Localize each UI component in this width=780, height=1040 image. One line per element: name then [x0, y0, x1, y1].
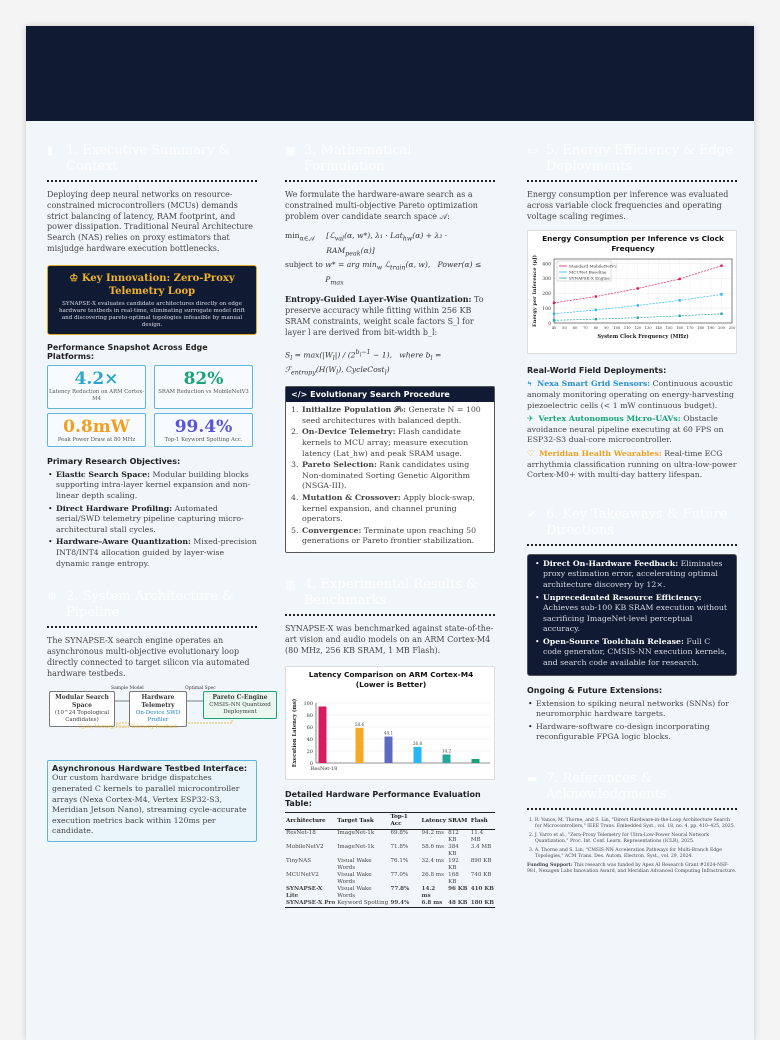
data-point [553, 302, 555, 304]
section-header-references [527, 771, 737, 810]
procedure-header: </> Evolutionary Search Procedure [286, 387, 494, 402]
y-tick-label: 20 [306, 749, 313, 756]
award-icon: ♔ [69, 272, 79, 284]
list-item: • Direct Hardware Profiling: Automated serial/SWD telemetry pipeline capturing micro-architectural stall cycles. [47, 504, 257, 536]
table-row: MCUNetV2 Visual Wake Words 77.0% 26.8 ms 168 KB 740 KB [286, 872, 492, 886]
data-point [678, 278, 680, 280]
x-tick-label: 40 [551, 326, 557, 331]
table-header: Top-1 Acc [389, 813, 420, 830]
section-title: 4. Experimental Results & Benchmarks [304, 576, 478, 608]
y-tick-label: 200 [542, 292, 551, 298]
architecture-diagram [47, 685, 271, 760]
latency-chart-svg [286, 667, 496, 775]
stat-card: 99.4% Top-1 Keyword Spotting Acc. [154, 413, 253, 447]
section-title: 2. System Architecture & Pipeline [66, 589, 234, 621]
deployment-item: ♡ Meridian Health Wearables: Real-time ECG arrhythmia classification running on ultra-low-power Cortex-M0+ with multi-day battery lifespan. [527, 448, 737, 480]
legend-label: Standard MobileNetV2 [569, 263, 617, 269]
y-tick-label: 0 [548, 322, 551, 328]
section-header-formulation [285, 143, 495, 182]
table-row: ResNet-18 ImageNet-1k 69.8% 94.2 ms 812 KB 11.4 MB [286, 830, 484, 844]
deployments-heading: Real-World Field Deployments: [527, 366, 667, 376]
table-title: Detailed Hardware Performance Evaluation Table: [285, 790, 481, 809]
bar-tinynas [385, 737, 393, 763]
list-item: 1. Initialize Population 𝒫₀: Generate N = 100 seed architectures with balanced depth. [291, 405, 481, 425]
y-tick-label: 80 [306, 713, 313, 720]
data-point [637, 317, 639, 319]
table-row: TinyNAS Visual Wake Words 76.1% 32.4 ms 192 KB 890 KB [286, 858, 492, 872]
bar-value-label: 14.2 [441, 748, 452, 754]
entropy-paragraph: Entropy-Guided Layer-Wise Quantization: To preserve accuracy while fitting within 256 KB SRAM constraints, weight scale factors S_l for layer l are derived from bit-width b_l: [285, 294, 484, 337]
data-point [720, 294, 722, 296]
takeaways-list [534, 559, 730, 669]
innovation-description: SYNAPSE-X evaluates candidate architectures directly on edge hardware testbeds in real-time, eliminating surrogate model drift and discovering pareto-optimal topologies infeasible by manual design. [58, 300, 246, 328]
scale-equation: $S_l = \max(|W_l|) / (2^{b_l-1} - 1)$, where $b_l$ = $ℱ_{entropy}(H(W_l)$, CycleCost$_l$) [285, 348, 442, 377]
x-tick-label: 140 [655, 326, 663, 331]
x-tick-label: 190 [707, 326, 715, 331]
procedure-steps [286, 402, 494, 552]
table-header: Flash [470, 813, 495, 830]
gear-icon: ⚙ [47, 590, 57, 604]
y-tick-label: 400 [542, 262, 551, 268]
table-row: SYNAPSE-X Pro Keyword Spotting 99.4% 6.8 ms 48 KB 180 KB [286, 900, 494, 907]
x-tick-label: 60 [572, 326, 578, 331]
async-text: Our custom hardware bridge dispatches generated C kernels to parallel microcontroller arrays (Nexa Cortex-M4, Vertex ESP32-S3, Meridian Jetson Nano), streaming cycle-accurate execution metrics back within 120ms per candidate. [52, 773, 247, 836]
plane-icon: ✈ [527, 414, 534, 424]
section-title: 6. Key Takeaways & Future Directions [546, 506, 728, 538]
book-icon: ▬ [527, 772, 538, 786]
results-paragraph: SYNAPSE-X was benchmarked against state-of-the-art vision and audio models on an ARM Cortex-M4 (80 MHz, 256 KB SRAM, 1 MB Flash). [285, 623, 494, 655]
bolt-icon: ϟ [527, 379, 533, 389]
legend-label: SYNAPSE-X Engine [569, 275, 610, 281]
table-row: SYNAPSE-X Lite Visual Wake Words 77.8% 14.2 ms 96 KB 410 KB [286, 886, 494, 900]
x-tick-label: 120 [634, 326, 642, 331]
formulation-paragraph: We formulate the hardware-aware search as a constrained multi-objective Pareto optimization problem over candidate search space 𝒜: [285, 190, 478, 221]
stat-card: 82% SRAM Reduction vs MobileNetV3 [154, 365, 253, 409]
reference-item: 3. A. Thorne and S. Lin, "CMSIS-NN Acceleration Pathways for Multi-Branch Edge Topologies," ACM Trans. Des. Autom. Electron. Syst., vol. 29, 2024. [529, 848, 722, 860]
x-tick-label: 50 [562, 326, 567, 331]
chart-title: Energy Consumption per Inference vs Clock Frequency [542, 234, 724, 254]
future-list [527, 699, 737, 743]
y-tick-label: 60 [306, 725, 313, 732]
code-icon: </> [291, 390, 308, 400]
future-heading: Ongoing & Future Extensions: [527, 685, 663, 695]
data-point [595, 318, 597, 320]
y-tick-label: 40 [306, 737, 313, 744]
optimization-equation: $\min_{\alpha\in 𝒜}$ [ℒ$_{val}$(α, w*), $\lambda_1 \cdot Lat_{hw}(\alpha) + \lambda_2 \cdot RAM_{peak}(\alpha)$] subject to w* = arg $\min_w$ ℒ$_{train}$(α, w), Power(α) ≤ $P_{max}$ [285, 231, 482, 287]
deployment-item: ✈ Vertex Autonomous Micro-UAVs: Obstacle avoidance neural pipeline executing at 60 FPS on ESP32-S3 dual-core microcontroller. [527, 414, 724, 445]
document-icon: ▮ [47, 144, 54, 157]
table-header: Target Task [336, 813, 389, 830]
x-tick-label: 100 [613, 326, 621, 331]
bar-mcunetv2 [414, 747, 422, 763]
energy-chart-svg [528, 231, 738, 349]
y-axis-label: Energy per Inference (μJ) [532, 255, 538, 328]
section-title: 3. Mathematical Formulation [304, 143, 412, 174]
legend-label: MCUNet Baseline [569, 269, 607, 275]
reference-item: 1. R. Vance, M. Thorne, and S. Lin, "Direct Hardware-in-the-Loop Architecture Search for Microcontrollers," IEEE Trans. Embedded Syst., vol. 18, no. 4, pp. 410–425, 2025. [529, 818, 736, 830]
x-tick-label: 160 [676, 326, 684, 331]
async-title: Asynchronous Hardware Testbed Interface: [52, 764, 248, 774]
x-tick-label: 110 [623, 326, 631, 331]
heart-icon: ♡ [527, 448, 534, 458]
section-title: 7. References & Acknowledgments [546, 771, 667, 803]
performance-table [285, 812, 495, 908]
list-item: • Elastic Search Space: Modular building blocks supporting intra-layer kernel expansion and non-linear depth scaling. [47, 470, 257, 502]
poster-sheet [26, 26, 754, 1040]
table-header: SRAM [447, 813, 470, 830]
x-tick-label: 170 [686, 326, 694, 331]
y-tick-label: 300 [542, 277, 551, 283]
list-item: 4. Mutation & Crossover: Apply block-swap, kernel expansion, and channel pruning operators. [291, 492, 475, 524]
x-tick-label: 90 [604, 326, 609, 331]
list-item: 5. Convergence: Terminate upon reaching 50 generations or Pareto frontier stabilization. [291, 525, 477, 546]
table-row: MobileNetV2 ImageNet-1k 71.8% 58.6 ms 384 KB 3.4 MB [286, 844, 492, 858]
section-header-takeaways [527, 507, 737, 546]
table-header: Architecture [285, 813, 336, 830]
snapshot-heading: Performance Snapshot Across Edge Platforms: [47, 342, 208, 361]
table-header: Latency [421, 813, 448, 830]
energy-chart [527, 230, 737, 354]
architecture-paragraph: The SYNAPSE-X search engine operates an asynchronous multi-objective evolutionary loop directly connected to target silicon via automated hardware testbeds. [47, 636, 250, 678]
stat-card: 0.8mW Peak Power Draw at 80 MHz [47, 413, 146, 447]
innovation-box [47, 265, 257, 335]
bar-synapse-x-lite [443, 755, 451, 764]
procedure-box [285, 386, 495, 553]
battery-icon: ▭ [527, 144, 538, 157]
bar-value-label: 58.6 [354, 722, 365, 728]
list-item: • Unprecedented Resource Efficiency: Achieves sub-100 KB SRAM execution without sacrificing ImageNet-level perceptual accuracy. [534, 593, 730, 635]
list-item: • Extension to spiking neural networks (SNNs) for neuromorphic hardware targets. [527, 699, 737, 720]
list-item: • Direct On-Hardware Feedback: Eliminates proxy estimation error, accelerating optimal architecture discovery by 12×. [534, 559, 730, 591]
objectives-heading: Primary Research Objectives: [47, 456, 181, 466]
references-list [527, 818, 737, 860]
edge-label: Sample Model [111, 686, 144, 692]
data-point [637, 288, 639, 290]
x-tick-label: ResNet-18 [310, 766, 338, 773]
column-right [527, 121, 737, 875]
pareto-engine-node: Pareto C-Engine CMSIS-NN Quantized Deployment [203, 691, 277, 719]
list-item: • Hardware-software co-design incorporating reconfigurable FPGA logic blocks. [527, 722, 737, 743]
bar-mobilenetv2 [356, 728, 364, 763]
data-point [595, 309, 597, 311]
section-header-results [285, 577, 495, 616]
data-point [595, 296, 597, 298]
y-tick-label: 100 [303, 701, 313, 708]
y-axis-label: Execution Latency (ms) [292, 699, 298, 768]
x-tick-label: 210 [728, 326, 736, 331]
list-item: • Open-Source Toolchain Release: Full C code generator, CMSIS-NN execution kernels, and search code available for research. [534, 637, 730, 669]
x-tick-label: 150 [665, 326, 673, 331]
intro-paragraph: Deploying deep neural networks on resource-constrained microcontrollers (MCUs) demands strict balancing of latency, RAM footprint, and power dissipation. Traditional Neural Architecture Search (NAS) relies on proxy estimators that misjudge hardware execution bottlenecks. [47, 190, 254, 253]
feedback-label: Cycle, Memory, Power Telemetry Feedback [79, 725, 178, 731]
data-point [678, 315, 680, 317]
bar-value-label: 26.8 [412, 741, 423, 747]
x-tick-label: 80 [593, 326, 599, 331]
chart-title: Latency Comparison on ARM Cortex-M4 (Lower is Better) [308, 670, 474, 690]
stats-grid [47, 365, 257, 447]
data-point [678, 300, 680, 302]
data-point [553, 313, 555, 315]
check-circle-icon: ✔ [527, 507, 537, 521]
list-item: 2. On-Device Telemetry: Flash candidate kernels to MCU array; measure execution latency (Lat_hw) and peak SRAM usage. [291, 427, 469, 458]
energy-paragraph: Energy consumption per inference was evaluated across variable clock frequencies and operating voltage scaling regimes. [527, 190, 729, 221]
section-header-summary [47, 143, 257, 182]
x-axis-label: System Clock Frequency (MHz) [597, 334, 689, 341]
reference-item: 2. J. Varro et al., "Zero-Proxy Telemetry for Ultra-Low-Power Neural Network Quantization," Proc. Int. Conf. Learn. Representations (ICLR), 2025. [529, 833, 710, 845]
data-point [553, 320, 555, 322]
telemetry-node: Hardware Telemetry On-Device SWD Profiler [129, 691, 187, 727]
funding-note: Funding Support: This research was funded by Apex AI Research Grant #2024-NSF-981, Nexagen Labs Innovation Award, and Meridian Advanced Computing Infrastructure. [527, 863, 737, 875]
x-tick-label: 130 [644, 326, 652, 331]
edge-label: Optimal Spec [185, 686, 216, 692]
bar-synapse-x-pro [472, 759, 480, 763]
bar-value-label: 44.1 [383, 730, 394, 736]
latency-chart [285, 666, 495, 780]
async-interface-box [47, 760, 257, 842]
objectives-list [47, 470, 257, 569]
x-tick-label: 180 [697, 326, 705, 331]
bar-resnet-18 [319, 707, 327, 764]
section-title: 5. Energy Efficiency & Edge Deployments [546, 143, 733, 174]
y-tick-label: 100 [542, 307, 551, 313]
section-header-architecture [47, 589, 257, 628]
deployment-item: ϟ Nexa Smart Grid Sensors: Continuous acoustic anomaly monitoring operating on energy-harvesting piezoelectric cells (< 1 mW continuous budget). [527, 379, 734, 410]
section-title: 1. Executive Summary & Context [66, 143, 231, 174]
x-tick-label: 200 [718, 326, 725, 331]
data-point [720, 265, 722, 267]
list-item: 3. Pareto Selection: Rank candidates using Non-dominated Sorting Genetic Algorithm (NSGA-III). [291, 460, 471, 491]
y-tick-label: 0 [309, 761, 313, 768]
section-header-energy [527, 143, 737, 182]
takeaways-box [527, 554, 737, 676]
x-tick-label: 70 [583, 326, 588, 331]
innovation-title: ♔ Key Innovation: Zero-Proxy Telemetry Loop [69, 272, 235, 297]
poster-banner [26, 26, 754, 121]
data-point [720, 313, 722, 315]
chart-icon: ▥ [285, 577, 296, 591]
search-space-node: Modular Search Space (10^24 Topological Candidates) [49, 691, 115, 727]
calculator-icon: ▦ [285, 144, 296, 157]
column-middle [285, 121, 495, 908]
stat-card: 4.2× Latency Reduction on ARM Cortex-M4 [47, 365, 146, 409]
list-item: • Hardware-Aware Quantization: Mixed-precision INT8/INT4 allocation guided by layer-wise dynamic range entropy. [47, 537, 257, 569]
data-point [637, 305, 639, 307]
column-left [47, 121, 271, 842]
